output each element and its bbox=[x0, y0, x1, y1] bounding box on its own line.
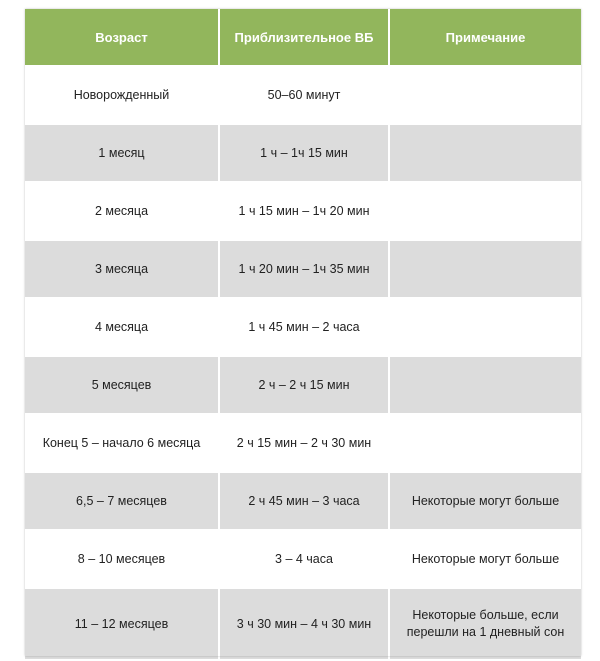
table-row bbox=[25, 67, 581, 123]
header-row bbox=[25, 9, 581, 65]
cell-note bbox=[390, 357, 581, 413]
cell-wake-window: 3 – 4 часа bbox=[220, 531, 388, 587]
cell-note bbox=[390, 125, 581, 181]
cell-age: 6,5 – 7 месяцев bbox=[25, 473, 218, 529]
cell-note bbox=[390, 67, 581, 123]
cell-note bbox=[390, 241, 581, 297]
cell-age: 1 месяц bbox=[25, 125, 218, 181]
header-note: Примечание bbox=[390, 9, 581, 65]
cell-age: 11 – 12 месяцев bbox=[25, 589, 218, 659]
table-row bbox=[25, 357, 581, 413]
table-row bbox=[25, 473, 581, 529]
table-row bbox=[25, 531, 581, 587]
cell-wake-window: 50–60 минут bbox=[220, 67, 388, 123]
sleep-schedule-table bbox=[23, 7, 583, 661]
table-row bbox=[25, 299, 581, 355]
header-wake-window: Приблизительное ВБ bbox=[220, 9, 388, 65]
cell-wake-window: 3 ч 30 мин – 4 ч 30 мин bbox=[220, 589, 388, 659]
cell-wake-window: 1 ч 15 мин – 1ч 20 мин bbox=[220, 183, 388, 239]
table-row bbox=[25, 183, 581, 239]
table-row bbox=[25, 125, 581, 181]
table-row bbox=[25, 415, 581, 471]
cell-wake-window: 1 ч 45 мин – 2 часа bbox=[220, 299, 388, 355]
cell-wake-window: 2 ч – 2 ч 15 мин bbox=[220, 357, 388, 413]
cell-wake-window: 2 ч 45 мин – 3 часа bbox=[220, 473, 388, 529]
header-age: Возраст bbox=[25, 9, 218, 65]
cell-note bbox=[390, 299, 581, 355]
cell-wake-window: 1 ч – 1ч 15 мин bbox=[220, 125, 388, 181]
cell-age: 3 месяца bbox=[25, 241, 218, 297]
cell-age: 8 – 10 месяцев bbox=[25, 531, 218, 587]
cell-age: 2 месяца bbox=[25, 183, 218, 239]
cell-note: Некоторые больше, если перешли на 1 дневный сон bbox=[390, 589, 581, 659]
cell-age: 4 месяца bbox=[25, 299, 218, 355]
cell-age: Конец 5 – начало 6 месяца bbox=[25, 415, 218, 471]
cell-wake-window: 1 ч 20 мин – 1ч 35 мин bbox=[220, 241, 388, 297]
table-row bbox=[25, 589, 581, 659]
cell-age: 5 месяцев bbox=[25, 357, 218, 413]
cell-wake-window: 2 ч 15 мин – 2 ч 30 мин bbox=[220, 415, 388, 471]
cell-age: Новорожденный bbox=[25, 67, 218, 123]
table-row bbox=[25, 241, 581, 297]
cell-note: Некоторые могут больше bbox=[390, 531, 581, 587]
cell-note bbox=[390, 415, 581, 471]
cell-note bbox=[390, 183, 581, 239]
cell-note: Некоторые могут больше bbox=[390, 473, 581, 529]
